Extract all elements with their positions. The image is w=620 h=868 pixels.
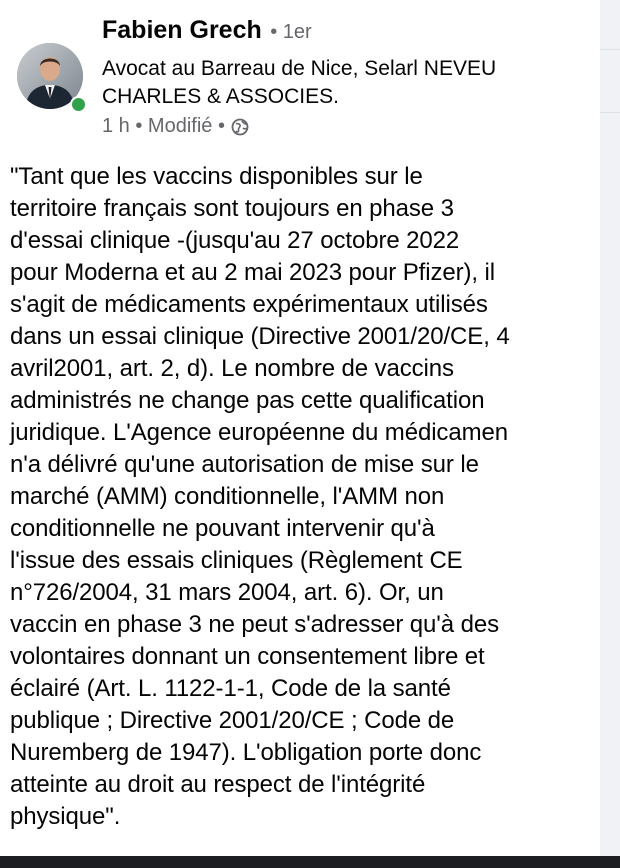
- post-text-line: juridique. L'Agence européenne du médicamen: [10, 419, 508, 446]
- post-text-line: n°726/2004, 31 mars 2004, art. 6). Or, un: [10, 579, 444, 606]
- bottom-bar: [0, 856, 620, 868]
- author-name[interactable]: Fabien Grech: [102, 16, 262, 44]
- post-text-line: atteinte au droit au respect de l'intégrité: [10, 771, 426, 798]
- post-text-line: l'issue des essais cliniques (Règlement CE: [10, 547, 463, 574]
- post-timestamp: 1 h • Modifié •: [102, 115, 225, 137]
- post-text-line: Nuremberg de 1947). L'obligation porte donc: [10, 739, 482, 766]
- post-text-line: publique ; Directive 2001/20/CE ; Code de: [10, 707, 455, 734]
- post-text-line: conditionnelle ne pouvant intervenir qu'à: [10, 515, 435, 542]
- online-status-indicator: [70, 96, 87, 113]
- connection-degree: • 1er: [270, 21, 312, 43]
- post-text-line: éclairé (Art. L. 1122-1-1, Code de la santé: [10, 675, 451, 702]
- divider: [600, 49, 620, 50]
- post-text-line: marché (AMM) conditionnelle, l'AMM non: [10, 483, 445, 510]
- post-text-line: n'a délivré qu'une autorisation de mise sur le: [10, 451, 479, 478]
- post-text-line: territoire français sont toujours en phase 3: [10, 195, 454, 222]
- author-header: [102, 16, 312, 45]
- post-text-line: "Tant que les vaccins disponibles sur le: [10, 163, 423, 190]
- author-headline: Avocat au Barreau de Nice, Selarl NEVEU CHARLES & ASSOCIES.: [102, 57, 497, 108]
- post-text-line: d'essai clinique -(jusqu'au 27 octobre 2022: [10, 227, 460, 254]
- post-text-line: dans un essai clinique (Directive 2001/20/CE, 4: [10, 323, 510, 350]
- right-page-edge: [600, 0, 620, 856]
- post-text-line: volontaires donnant un consentement libre et: [10, 643, 485, 670]
- post-text: [10, 161, 596, 833]
- globe-icon: [231, 118, 249, 136]
- post-text-line: vaccin en phase 3 ne peut s'adresser qu'à des: [10, 611, 499, 638]
- post-text-line: s'agit de médicaments expérimentaux utilisés: [10, 291, 488, 318]
- divider: [600, 112, 620, 113]
- post-text-line: administrés ne change pas cette qualification: [10, 387, 485, 414]
- post-text-line: avril2001, art. 2, d). Le nombre de vaccins: [10, 355, 454, 382]
- post-text-line: physique".: [10, 803, 121, 830]
- post-text-line: pour Moderna et au 2 mai 2023 pour Pfizer), il: [10, 259, 495, 286]
- post-meta: [102, 115, 249, 138]
